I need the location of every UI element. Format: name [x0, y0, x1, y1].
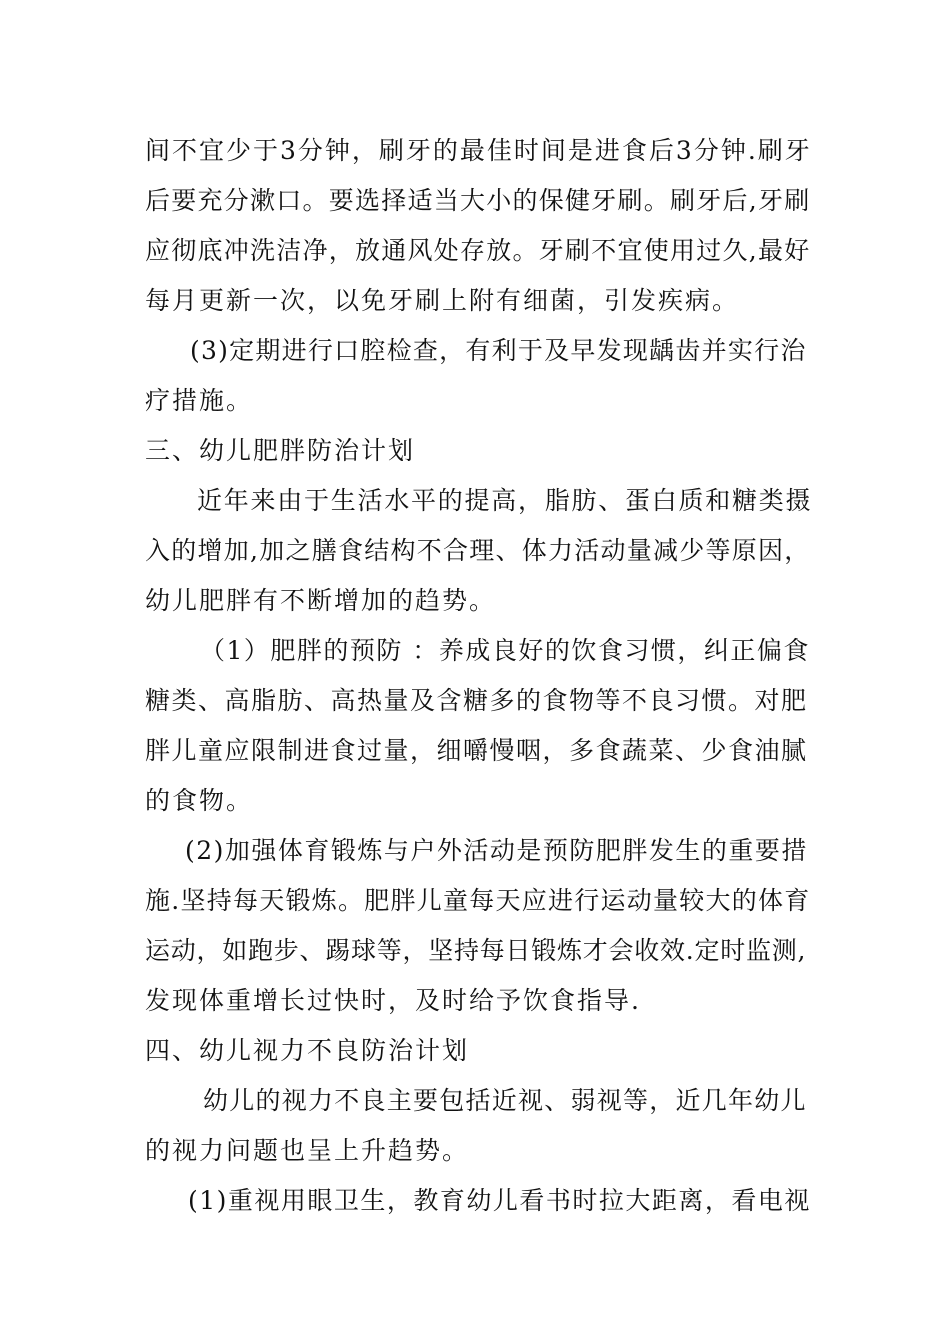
text-line: 应彻底冲洗洁净，放通风处存放。牙刷不宜使用过久,最好: [145, 236, 811, 265]
text-line: (1)重视用眼卫生，教育幼儿看书时拉大距离，看电视: [188, 1186, 811, 1215]
text-line: 施.坚持每天锻炼。肥胖儿童每天应进行运动量较大的体育: [145, 886, 811, 915]
text-line: 的食物。: [145, 786, 254, 815]
text-line: 疗措施。: [145, 386, 254, 415]
text-line: 每月更新一次，以免牙刷上附有细菌，引发疾病。: [145, 286, 740, 315]
text-line: 运动，如跑步、踢球等，坚持每日锻炼才会收效.定时监测,: [145, 936, 807, 965]
text-line: 入的增加,加之膳食结构不合理、体力活动量减少等原因，: [145, 536, 811, 565]
text-line: 糖类、高脂肪、高热量及含糖多的食物等不良习惯。对肥: [145, 686, 808, 715]
text-line: 发现体重增长过快时，及时给予饮食指导.: [145, 986, 641, 1015]
section-heading: 三、幼儿肥胖防治计划: [145, 436, 416, 465]
text-line: (3)定期进行口腔检查，有利于及早发现龋齿并实行治: [190, 336, 807, 365]
text-line: 幼儿肥胖有不断增加的趋势。: [145, 586, 497, 615]
text-line: 幼儿的视力不良主要包括近视、弱视等，近几年幼儿: [203, 1086, 807, 1115]
text-line: 间不宜少于3分钟，刷牙的最佳时间是进食后3分钟.刷牙: [145, 136, 812, 165]
text-line: （1）肥胖的预防 ：养成良好的饮食习惯，纠正偏食: [200, 636, 810, 665]
text-line: 胖儿童应限制进食过量，细嚼慢咽，多食蔬菜、少食油腻: [145, 736, 808, 765]
text-line: 近年来由于生活水平的提高，脂肪、蛋白质和糖类摄: [197, 486, 813, 515]
section-heading: 四、幼儿视力不良防治计划: [145, 1036, 470, 1065]
text-line: 的视力问题也呈上升趋势。: [145, 1136, 470, 1165]
text-line: (2)加强体育锻炼与户外活动是预防肥胖发生的重要措: [185, 836, 808, 865]
text-line: 后要充分漱口。要选择适当大小的保健牙刷。刷牙后,牙刷: [145, 186, 811, 215]
